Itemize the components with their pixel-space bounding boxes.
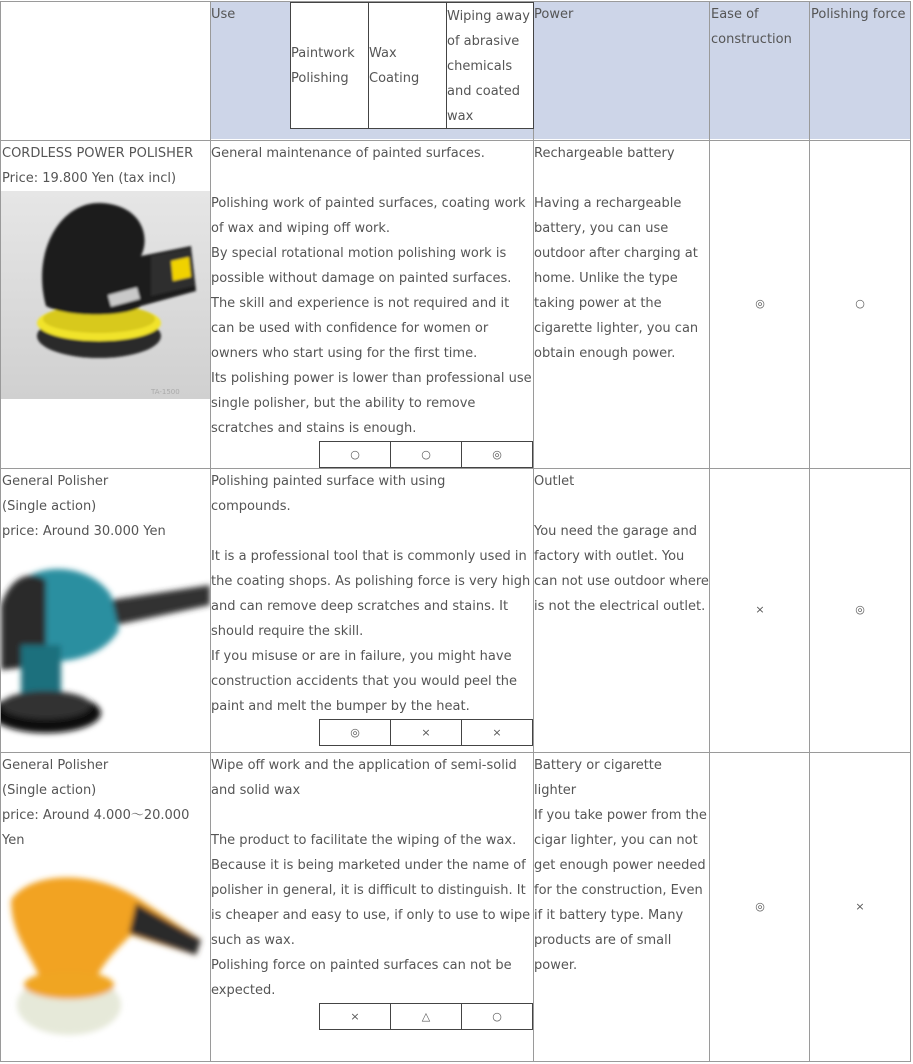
power-title: Outlet <box>534 474 575 489</box>
header-force: Polishing force <box>811 7 906 22</box>
header-paintwork-polishing: Paintwork Polishing <box>291 46 355 86</box>
rating-wax: ○ <box>421 448 431 461</box>
rating-paintwork: ○ <box>350 448 360 461</box>
product-name: General Polisher <box>2 474 109 489</box>
rating-wiping: × <box>492 726 502 739</box>
product-price: Price: 19.800 Yen (tax incl) <box>2 171 177 186</box>
product-subtitle: (Single action) <box>2 499 97 514</box>
power-title: Rechargeable battery <box>534 146 675 161</box>
use-body: It is a professional tool that is commonly used in the coating shops. As polishing force is very high and can remove deep scratches and stains. It should require the skill. If you misuse or are in failure, you might have construction accidents that you would peel the paint and melt the bumper by the heat. <box>211 549 531 714</box>
power-body: If you take power from the cigar lighter, you can not get enough power needed for the construction, Even if it battery type. Many products are of small power. <box>534 808 707 973</box>
product-name: CORDLESS POWER POLISHER <box>2 146 194 161</box>
mini-polisher-icon <box>1 855 210 1060</box>
table-border-right <box>910 1 911 1062</box>
rating-wax: △ <box>421 1010 431 1023</box>
rating-paintwork: ◎ <box>350 726 360 739</box>
use-intro: Wipe off work and the application of semi-solid and solid wax <box>211 758 517 798</box>
force-rating: × <box>855 900 865 913</box>
force-rating: ◎ <box>855 603 865 616</box>
rating-wiping: ◎ <box>492 448 502 461</box>
ease-rating: ◎ <box>755 900 765 913</box>
power-body: You need the garage and factory with outlet. You can not use outdoor where is not the electrical outlet. <box>534 524 709 614</box>
cordless-polisher-icon <box>1 191 210 399</box>
use-intro: Polishing painted surface with using compounds. <box>211 474 446 514</box>
header-wax-coating: Wax Coating <box>369 46 420 86</box>
header-ease: Ease of construction <box>711 7 792 47</box>
header-power: Power <box>534 7 574 22</box>
use-intro: General maintenance of painted surfaces. <box>211 146 485 161</box>
rating-wiping: ○ <box>492 1010 502 1023</box>
force-rating: ○ <box>855 297 865 310</box>
product-name: General Polisher <box>2 758 109 773</box>
table-border-bottom <box>0 1061 911 1062</box>
header-wiping: Wiping away of abrasive chemicals and coated wax <box>447 9 530 124</box>
product-subtitle: (Single action) <box>2 783 97 798</box>
single-action-polisher-image <box>1 545 210 750</box>
rating-paintwork: × <box>350 1010 360 1023</box>
power-title: Battery or cigarette lighter <box>534 758 662 798</box>
use-body: Polishing work of painted surfaces, coating work of wax and wiping off work. By special rotational motion polishing work is possible without damage on painted surfaces. The skill and experience is not required and it can be used with confidence for women or owners who start using for the first time. Its polishing power is lower than professional use single polisher, but the ability to remove scratches and stains is enough. <box>211 196 532 436</box>
svg-text:TA-1500: TA-1500 <box>151 388 180 396</box>
header-use: Use <box>211 7 236 22</box>
use-ratings <box>319 719 533 746</box>
use-ratings <box>319 1003 533 1030</box>
rating-wax: × <box>421 726 431 739</box>
mini-polisher-image <box>1 855 210 1060</box>
product-price: price: Around 4.000～20.000 Yen <box>2 808 190 848</box>
single-action-polisher-icon <box>1 545 210 750</box>
use-ratings <box>319 441 533 468</box>
power-body: Having a rechargeable battery, you can use outdoor after charging at home. Unlike the type taking power at the cigarette lighter, you can obtain enough power. <box>534 196 699 361</box>
ease-rating: × <box>755 603 765 616</box>
ease-rating: ◎ <box>755 297 765 310</box>
use-subheader-box <box>290 2 534 129</box>
cordless-polisher-image <box>1 191 210 399</box>
use-body: The product to facilitate the wiping of the wax. Because it is being marketed under the name of polisher in general, it is difficult to distinguish. It is cheaper and easy to use, if only to use to wipe such as wax. Polishing force on painted surfaces can not be expected. <box>211 833 531 998</box>
product-price: price: Around 30.000 Yen <box>2 524 166 539</box>
